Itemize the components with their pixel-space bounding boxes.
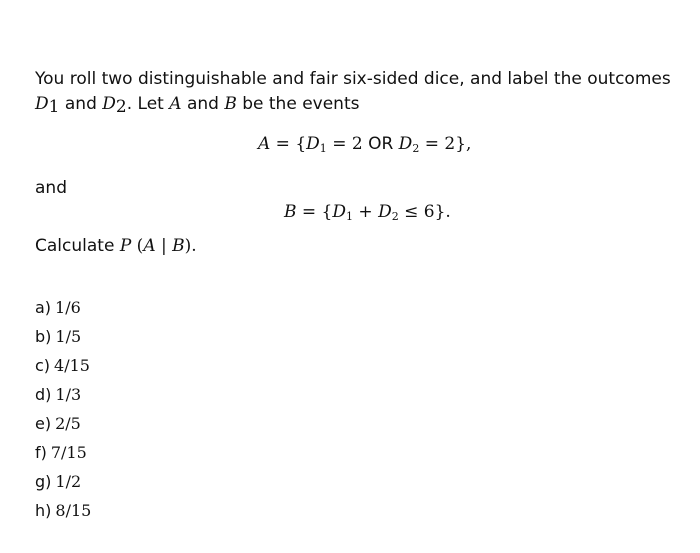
option-letter: g) — [35, 472, 52, 491]
var-a: A — [169, 94, 182, 114]
calc-a: A — [143, 236, 156, 256]
calculate-prompt — [35, 236, 197, 256]
option-d[interactable] — [35, 380, 91, 409]
option-c[interactable] — [35, 351, 91, 380]
option-value: 1/3 — [55, 385, 82, 404]
option-value: 1/6 — [55, 298, 81, 317]
intro-let: . Let — [126, 94, 164, 114]
option-letter: e) — [35, 414, 52, 433]
event-a-rhs: = 2}, — [419, 134, 472, 154]
option-value: 1/2 — [55, 472, 82, 491]
event-b-lhs: B — [284, 202, 297, 222]
event-b-rhs: ≤ 6}. — [398, 202, 451, 222]
option-letter: c) — [35, 356, 51, 375]
option-a[interactable] — [35, 293, 91, 322]
event-b-equation — [284, 202, 451, 222]
intro-end: be the events — [242, 94, 360, 114]
event-b-d1: D — [332, 202, 347, 222]
option-letter: b) — [35, 327, 52, 346]
option-e[interactable] — [35, 409, 91, 438]
intro-and-inline: and — [186, 94, 219, 114]
option-f[interactable] — [35, 438, 91, 467]
event-a-eq: = { — [270, 134, 307, 154]
option-b[interactable] — [35, 322, 91, 351]
and-line: and — [35, 178, 67, 198]
event-a-d2-sub: 2 — [412, 142, 420, 155]
option-value: 7/15 — [50, 443, 87, 462]
option-letter: h) — [35, 501, 52, 520]
event-b-eq: = { — [296, 202, 333, 222]
option-letter: a) — [35, 298, 52, 317]
event-b-d1-sub: 1 — [346, 210, 354, 223]
event-a-or: OR — [368, 134, 394, 154]
event-b-plus: + — [353, 202, 379, 222]
option-value: 1/5 — [55, 327, 82, 346]
intro-and: and — [64, 94, 97, 114]
event-b-d2-sub: 2 — [391, 210, 399, 223]
option-letter: f) — [35, 443, 47, 462]
option-letter: d) — [35, 385, 52, 404]
var-d2: D — [102, 94, 116, 114]
var-d1-subscript: 1 — [48, 97, 60, 117]
option-value: 2/5 — [55, 414, 81, 433]
event-b-d2: D — [378, 202, 392, 222]
event-a-d2: D — [393, 134, 413, 154]
event-a-equation — [258, 134, 471, 154]
intro-text-start: You roll two distinguishable and fair six-sided dice, and label the outcomes — [35, 69, 671, 89]
var-d1: D — [35, 94, 49, 114]
calculate-word: Calculate — [35, 236, 115, 256]
calc-open: ( — [131, 236, 144, 256]
var-b: B — [224, 94, 237, 114]
option-g[interactable] — [35, 467, 91, 496]
problem-intro — [35, 67, 685, 117]
event-a-eq2: = 2 — [326, 134, 369, 154]
calc-p: P — [119, 236, 132, 256]
option-value: 8/15 — [55, 501, 92, 520]
calc-b: B — [172, 236, 185, 256]
calc-bar: | — [155, 236, 173, 256]
event-a-d1: D — [306, 134, 320, 154]
option-value: 4/15 — [54, 356, 90, 375]
option-h[interactable] — [35, 496, 91, 525]
event-a-d1-sub: 1 — [319, 142, 327, 155]
var-d2-subscript: 2 — [115, 97, 127, 117]
answer-options — [35, 293, 91, 525]
calc-close: ). — [184, 236, 197, 256]
event-a-lhs: A — [258, 134, 271, 154]
